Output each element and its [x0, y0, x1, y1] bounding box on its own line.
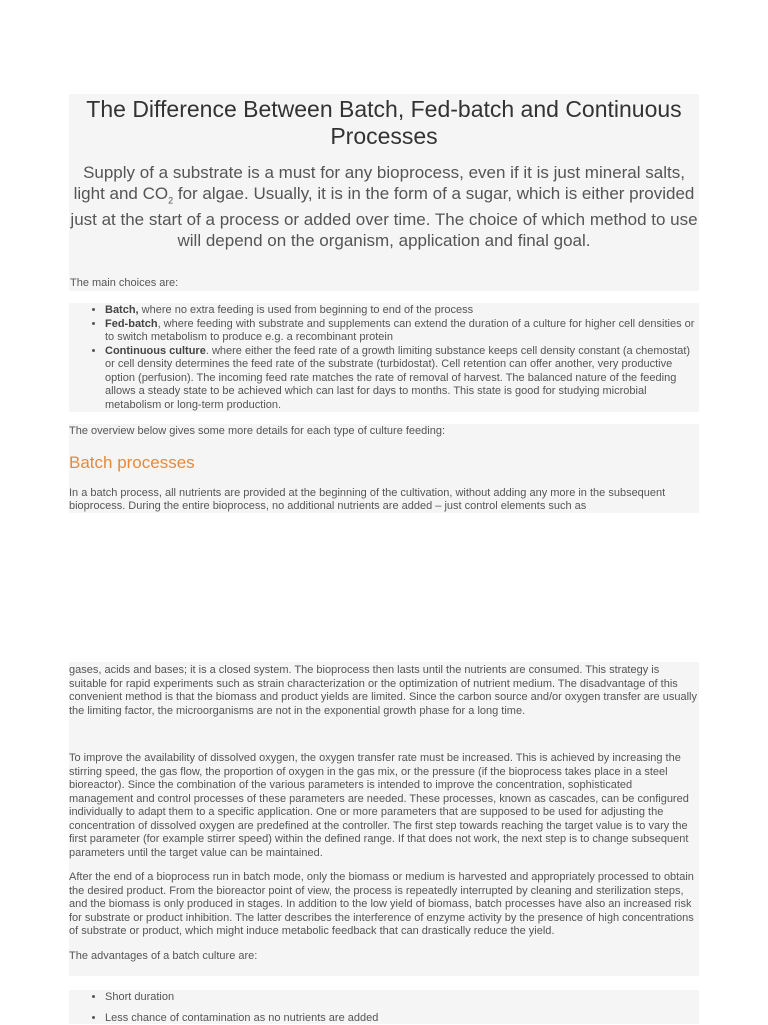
overview-text: The overview below gives some more details for each type of culture feeding:: [69, 424, 699, 439]
batch-paragraph-1b: gases, acids and bases; it is a closed system. The bioprocess then lasts until the nutrients are consumed. This strategy is suitable for rapid experiments such as strain characterization or the optimization of nutrient medium. The disadvantage of this convenient method is that the biomass and product yields are limited. Since the carbon source and/or oxygen transfer are usually the limiting factor, the microorganisms are not in the exponential growth phase for a long time.: [69, 662, 699, 718]
advantages-label: The advantages of a batch culture are:: [69, 950, 699, 964]
choices-list: [69, 303, 699, 412]
main-choices-label: The main choices are:: [70, 277, 178, 291]
advantages-block: [69, 990, 699, 1024]
advantages-list: [69, 990, 699, 1025]
list-item: • Short duration: [105, 991, 699, 1005]
choice-term: Batch,: [105, 304, 139, 316]
intro-paragraph: [69, 163, 699, 251]
choice-text: where no extra feeding is used from beginning to end of the process: [139, 304, 474, 316]
intro-text-2: for algae. Usually, it is in the form of a sugar, which is either provided just at the start of a process or added over time. The choice of which method to use will depend on the organism, application and final goal.: [70, 184, 697, 250]
list-item: [105, 304, 699, 318]
batch-continued-block: [69, 662, 699, 976]
choice-text: , where feeding with substrate and supplements can extend the duration of a culture for higher cell densities or to switch metabolism to produce e.g. a recombinant protein: [105, 318, 694, 344]
list-item: [105, 345, 699, 413]
batch-paragraph-1a: In a batch process, all nutrients are provided at the beginning of the cultivation, without adding any more in the subsequent bioprocess. During the entire bioprocess, no additional nutrients are added – just control elements such as: [69, 487, 699, 514]
choice-text: . where either the feed rate of a growth limiting substance keeps cell density constant (a chemostat) or cell density determines the feed rate of the substrate (turbidostat). Cell retention can offer another, very productive option (perfusion). The incoming feed rate matches the rate of removal of harvest. The balanced nature of the feeding allows a steady state to be achieved which can last for days to months. This state is good for studying microbial metabolism or long-term production.: [105, 345, 690, 411]
page-title: The Difference Between Batch, Fed-batch and Continuous Processes: [69, 94, 699, 150]
batch-intro-block: [69, 424, 699, 513]
header-block: [69, 94, 699, 291]
choice-term: Fed-batch: [105, 318, 158, 330]
list-item: [105, 318, 699, 345]
batch-heading: Batch processes: [69, 453, 699, 473]
choice-term: Continuous culture: [105, 345, 206, 357]
batch-paragraph-2: To improve the availability of dissolved oxygen, the oxygen transfer rate must be increased. This is achieved by increasing the stirring speed, the gas flow, the proportion of oxygen in the gas mix, or the pressure (if the bioprocess takes place in a steel bioreactor). Since the combination of the various parameters is intended to improve the concentration, sophisticated management and control processes of these parameters are needed. These processes, known as cascades, can be configured individually to adapt them to a specific application. One or more parameters that are supposed to be used for adjusting the concentration of dissolved oxygen are predefined at the controller. The first step towards reaching the target value is to vary the first parameter (for example stirrer speed) within the defined range. If that does not work, the next step is to change subsequent parameters until the target value can be maintained.: [69, 752, 699, 860]
batch-paragraph-3: After the end of a bioprocess run in batch mode, only the biomass or medium is harvested and appropriately processed to obtain the desired product. From the bioreactor point of view, the process is repeatedly interrupted by cleaning and sterilization steps, and the biomass is only produced in stages. In addition to the low yield of biomass, batch processes have also an increased risk for substrate or product inhibition. The latter describes the interference of enzyme activity by the presence of high concentrations of substrate or product, which might induce metabolic feedback that can drastically reduce the yield.: [69, 871, 699, 939]
choices-block: [69, 303, 699, 412]
intro-subscript: 2: [168, 195, 173, 205]
intro-text-1: Supply of a substrate is a must for any bioprocess, even if it is just mineral salts, light and CO: [74, 163, 685, 203]
list-item: • Less chance of contamination as no nutrients are added: [105, 1012, 699, 1025]
